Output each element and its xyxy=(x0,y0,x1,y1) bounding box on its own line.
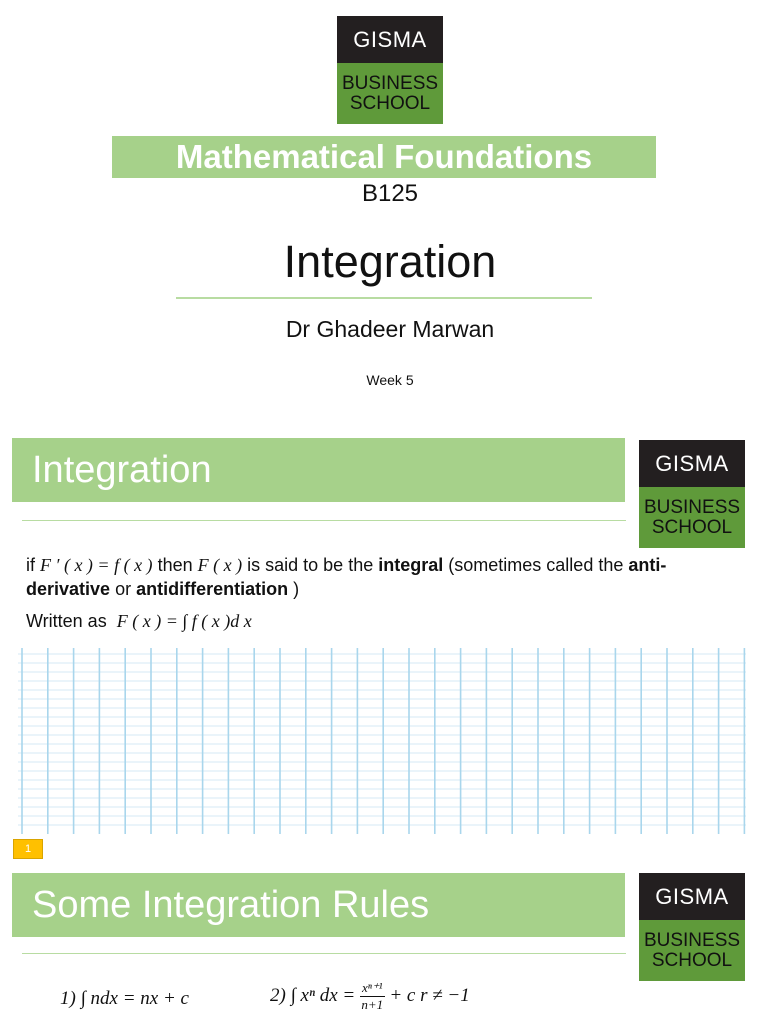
grid-paper xyxy=(18,648,746,834)
def-then: then xyxy=(157,555,193,575)
logo-business-text: BUSINESS xyxy=(341,72,439,94)
written-label: Written as xyxy=(26,611,107,631)
rule-1: 1) ∫ ndx = nx + c xyxy=(60,988,189,1009)
rule-2-denominator: n+1 xyxy=(361,997,384,1012)
slide1-gisma-logo xyxy=(639,440,745,548)
rule-2 xyxy=(270,980,470,1013)
slide2-gisma-logo xyxy=(639,873,745,981)
def-if: if xyxy=(26,555,35,575)
logo-gisma-text: GISMA xyxy=(639,440,745,487)
slide1-divider xyxy=(22,520,626,521)
logo-school-text: SCHOOL xyxy=(349,92,431,114)
logo-business-text: BUSINESS xyxy=(643,929,741,951)
course-code: B125 xyxy=(361,180,419,207)
logo-school-text: SCHOOL xyxy=(651,949,733,971)
logo-gisma-text: GISMA xyxy=(337,16,443,63)
written-as-line xyxy=(26,611,252,632)
logo-school-text: SCHOOL xyxy=(651,516,733,538)
def-anti-derivative: anti-derivative xyxy=(26,555,667,599)
rule-2-suffix: + c r ≠ −1 xyxy=(389,984,470,1006)
def-integral: integral xyxy=(378,555,444,575)
lecture-title: Integration xyxy=(283,236,497,287)
slide2-divider xyxy=(22,953,626,954)
gisma-logo xyxy=(337,16,443,124)
title-divider xyxy=(176,297,592,299)
page-number-badge: 1 xyxy=(13,839,43,859)
def-antidifferentiation: antidifferentiation xyxy=(136,579,289,599)
course-title: Mathematical Foundations xyxy=(112,136,656,178)
slide2-title: Some Integration Rules xyxy=(12,873,625,937)
def-sometimes: (sometimes called the xyxy=(448,555,624,575)
def-fx: F ( x ) xyxy=(197,555,243,575)
logo-school-block xyxy=(639,487,745,548)
def-close: ) xyxy=(293,579,300,599)
author-name: Dr Ghadeer Marwan xyxy=(285,316,495,342)
rule-2-prefix: 2) ∫ xⁿ dx = xyxy=(270,984,356,1006)
logo-school-block xyxy=(337,63,443,124)
slide1-title: Integration xyxy=(12,438,625,502)
written-formula: F ( x ) = ∫ f ( x )d x xyxy=(116,611,252,631)
rule-2-fraction xyxy=(360,980,385,1013)
integral-definition xyxy=(26,553,716,601)
logo-school-block xyxy=(639,920,745,981)
logo-gisma-text: GISMA xyxy=(639,873,745,920)
def-or: or xyxy=(115,579,132,599)
logo-business-text: BUSINESS xyxy=(643,496,741,518)
week-label: Week 5 xyxy=(366,372,414,388)
rule-2-numerator: xⁿ⁺¹ xyxy=(361,980,383,995)
def-mid: is said to be the xyxy=(247,555,374,575)
def-premise: F ′ ( x ) = f ( x ) xyxy=(40,555,153,575)
